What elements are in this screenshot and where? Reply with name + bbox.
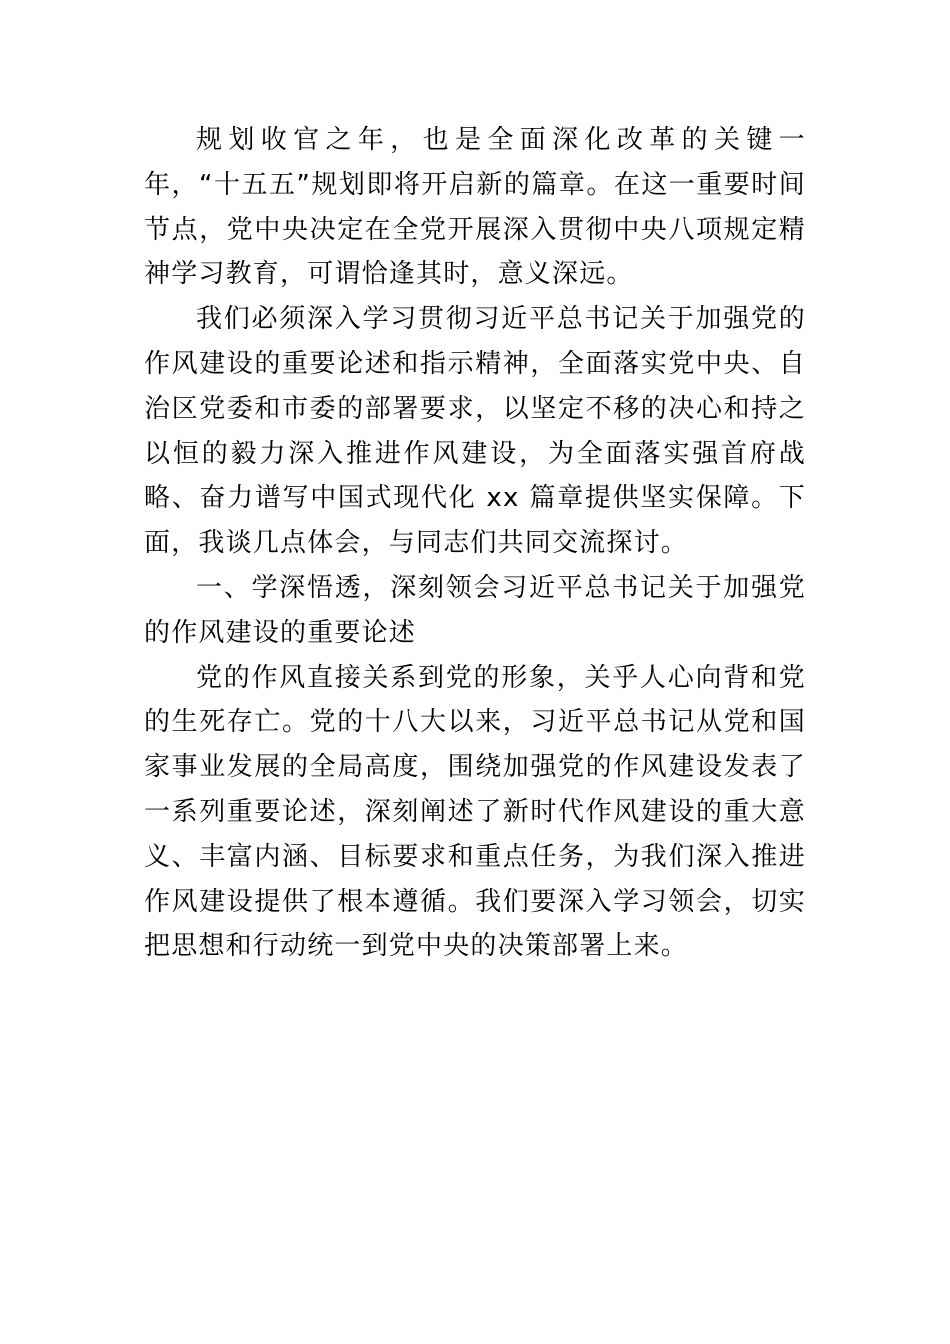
paragraph-requirements: 我们必须深入学习贯彻习近平总书记关于加强党的作风建设的重要论述和指示精神，全面落实党中央、自治区党委和市委的部署要求，以坚定不移的决心和持之以恒的毅力深入推进作风建设，为全面落实强首府战略、奋力谱写中国式现代化 xx 篇章提供坚实保障。下面，我谈几点体会，与同志们共同交流探讨。 bbox=[144, 304, 806, 559]
section-heading-1: 一、学深悟透，深刻领会习近平总书记关于加强党的作风建设的重要论述 bbox=[144, 572, 806, 648]
paragraph-intro: 规划收官之年，也是全面深化改革的关键一年，“十五五”规划即将开启新的篇章。在这一重要时间节点，党中央决定在全党开展深入贯彻中央八项规定精神学习教育，可谓恰逢其时，意义深远。 bbox=[144, 125, 806, 290]
paragraph-section-1-body: 党的作风直接关系到党的形象，关乎人心向背和党的生死存亡。党的十八大以来，习近平总书记从党和国家事业发展的全局高度，围绕加强党的作风建设发表了一系列重要论述，深刻阐述了新时代作风建设的重大意义、丰富内涵、目标要求和重点任务，为我们深入推进作风建设提供了根本遵循。我们要深入学习领会，切实把思想和行动统一到党中央的决策部署上来。 bbox=[144, 662, 806, 962]
document-body bbox=[144, 118, 806, 969]
